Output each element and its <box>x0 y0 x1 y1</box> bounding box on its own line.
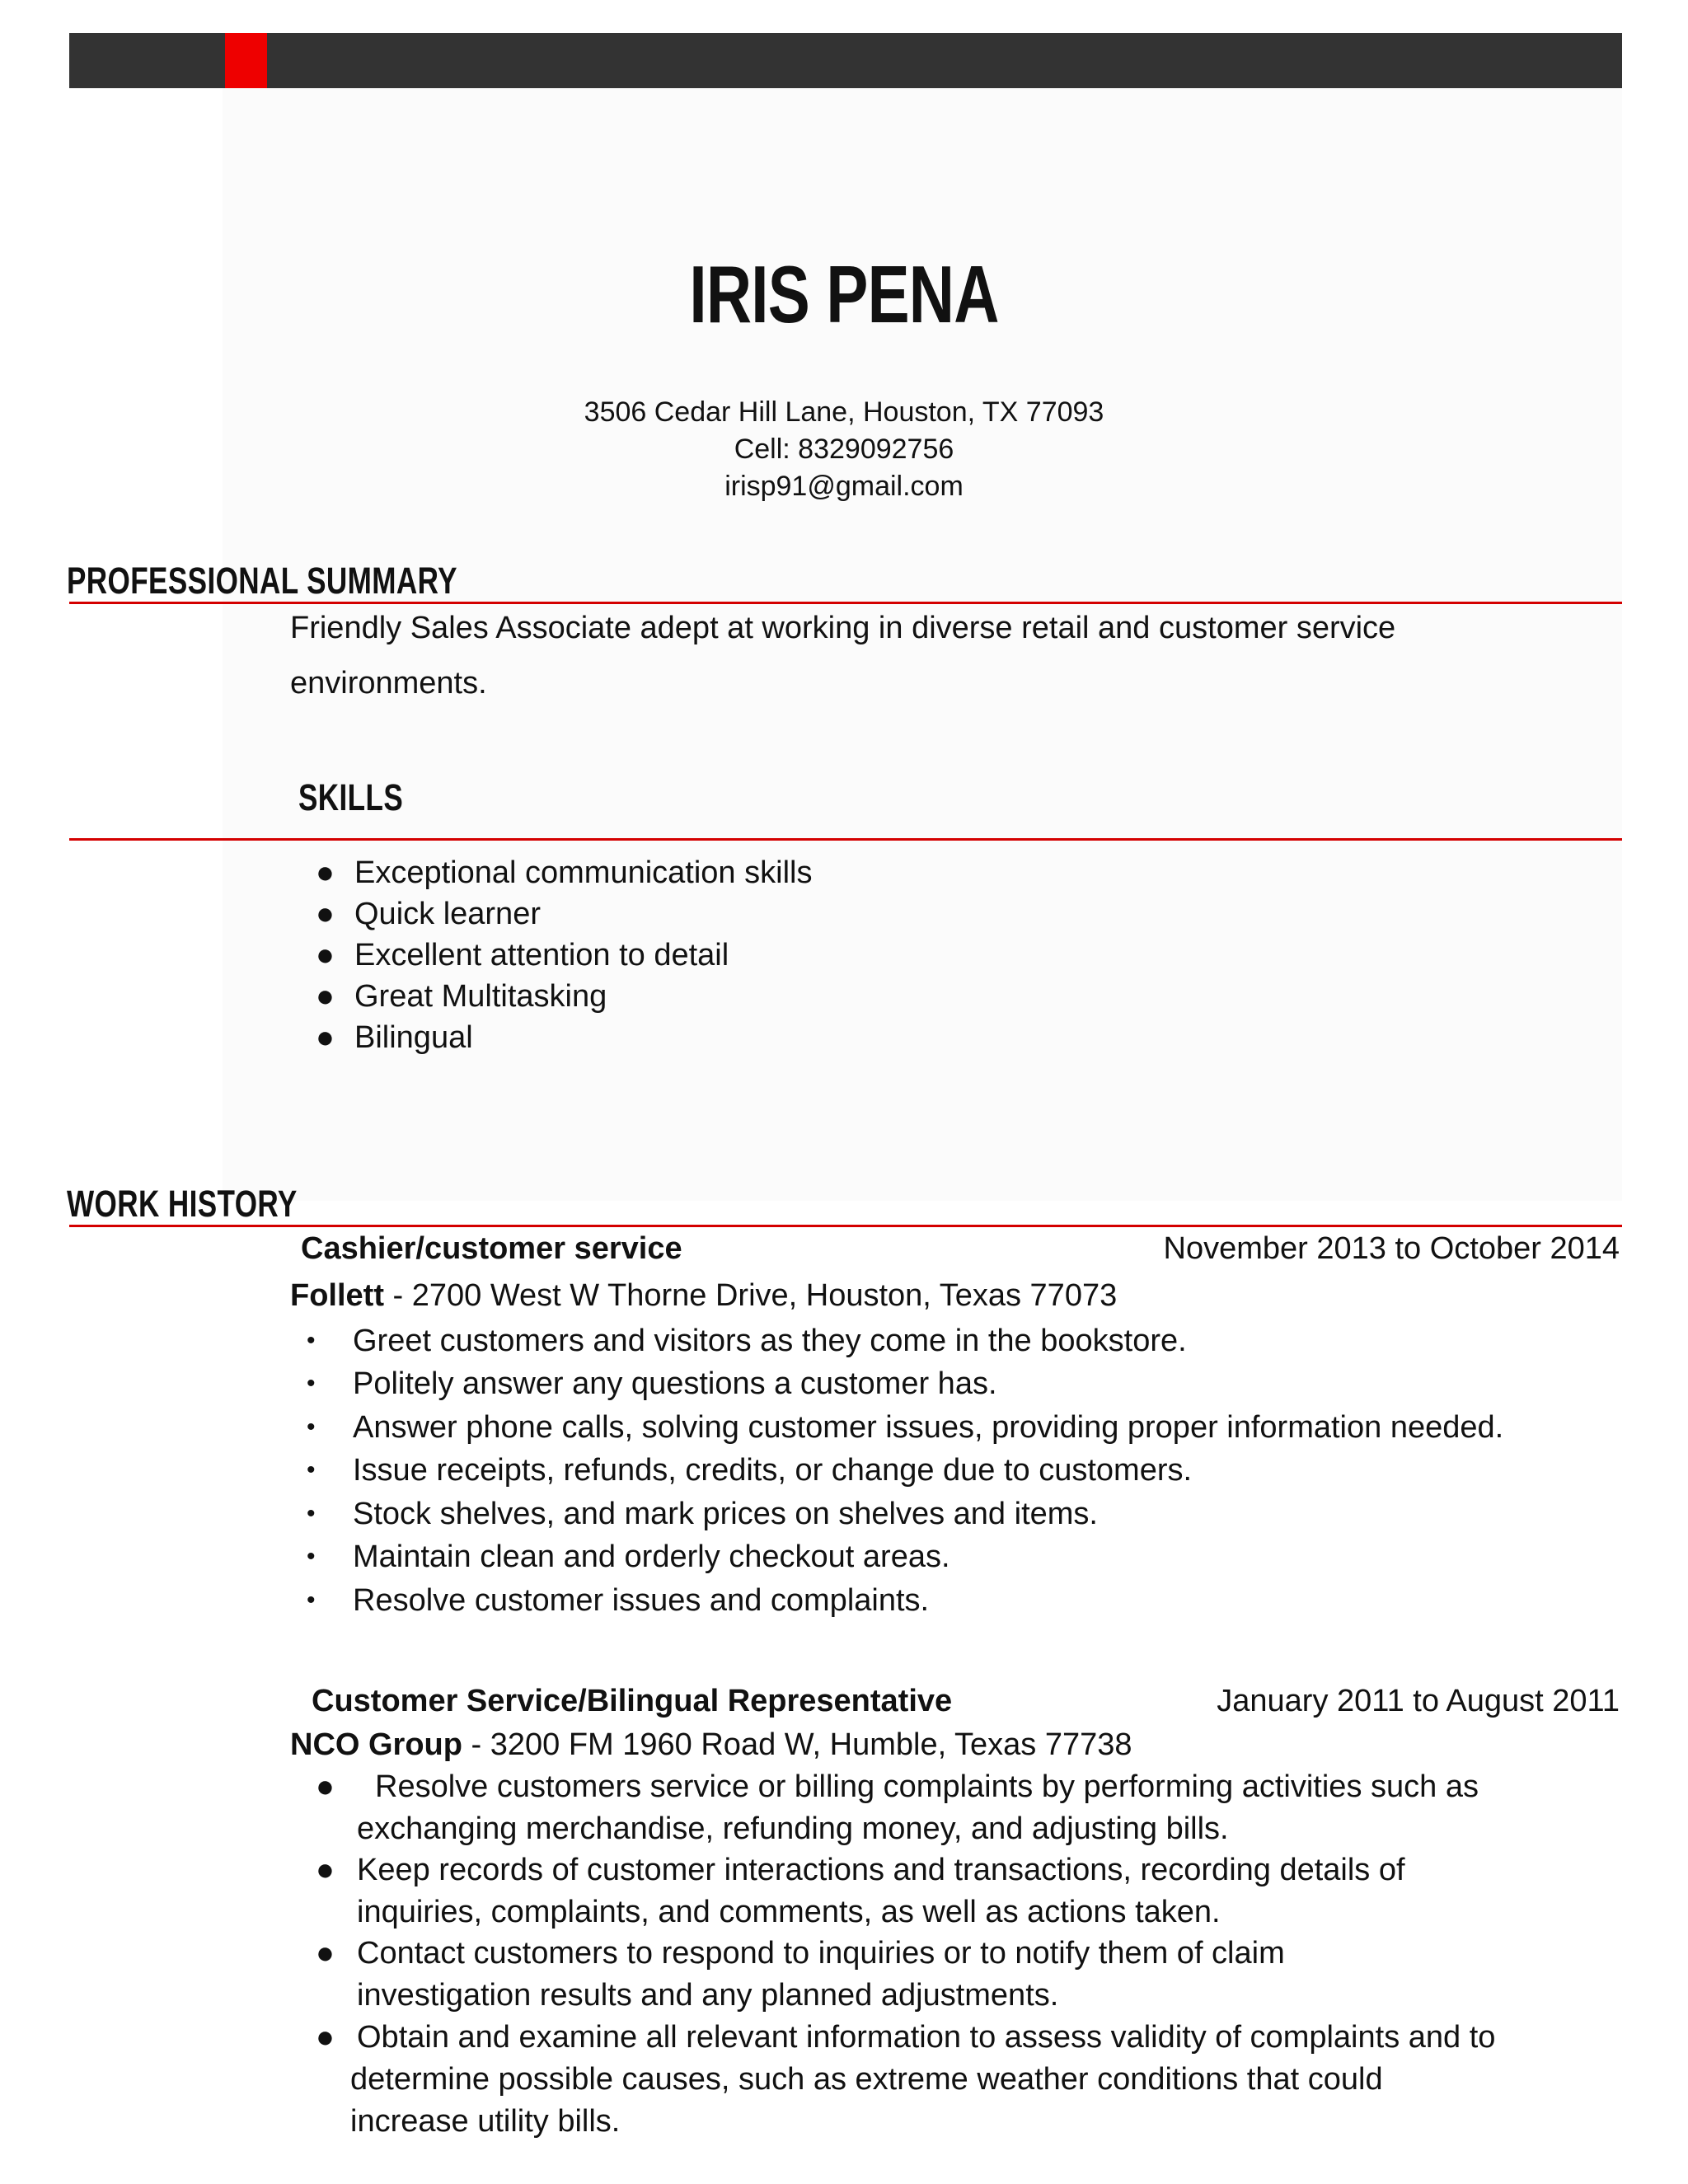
skills-rule <box>69 838 1622 841</box>
contact-address: 3506 Cedar Hill Lane, Houston, TX 77093 <box>584 396 1104 428</box>
skill-item: Great Multitasking <box>354 979 607 1014</box>
resume-name: IRIS PENA <box>689 249 999 340</box>
bullet-icon: ● <box>316 979 335 1014</box>
duty-item-line: investigation results and any planned adjustments. <box>357 1978 1059 2013</box>
bullet-icon: • <box>307 1586 316 1614</box>
duty-item: Stock shelves, and mark prices on shelves and items. <box>353 1497 1098 1531</box>
duty-item: Resolve customer issues and complaints. <box>353 1583 930 1618</box>
job-employer <box>290 1277 1117 1315</box>
duty-item-line: increase utility bills. <box>350 2104 621 2139</box>
bullet-icon: ● <box>316 1853 335 1887</box>
job-dates: January 2011 to August 2011 <box>1217 1684 1620 1718</box>
company-location: - 2700 West W Thorne Drive, Houston, Texas 77073 <box>383 1278 1118 1313</box>
skill-item: Bilingual <box>354 1020 473 1055</box>
duty-item-line: inquiries, complaints, and comments, as well as actions taken. <box>357 1895 1221 1929</box>
bullet-icon: ● <box>316 855 335 890</box>
summary-line-1: Friendly Sales Associate adept at working in diverse retail and customer service <box>290 611 1396 645</box>
duty-item: Answer phone calls, solving customer issues, providing proper information needed. <box>353 1410 1504 1445</box>
duty-item-line: Keep records of customer interactions and transactions, recording details of <box>357 1853 1405 1887</box>
summary-heading: PROFESSIONAL SUMMARY <box>67 560 457 602</box>
duty-item-line: Resolve customers service or billing complaints by performing activities such as <box>375 1769 1479 1804</box>
job-dates: November 2013 to October 2014 <box>1163 1231 1620 1266</box>
company-name: NCO Group <box>290 1727 462 1762</box>
bullet-icon: ● <box>316 1936 335 1971</box>
bullet-icon: ● <box>316 2020 335 2055</box>
company-location: - 3200 FM 1960 Road W, Humble, Texas 77738 <box>462 1727 1132 1762</box>
bullet-icon: • <box>307 1370 316 1397</box>
contact-email: irisp91@gmail.com <box>724 471 964 502</box>
job-title: Cashier/customer service <box>301 1231 682 1266</box>
bullet-icon: • <box>307 1500 316 1527</box>
header-accent-block <box>225 33 267 88</box>
duty-item-line: determine possible causes, such as extreme weather conditions that could <box>350 2062 1383 2097</box>
duty-item: Greet customers and visitors as they come in the bookstore. <box>353 1324 1187 1358</box>
bullet-icon: • <box>307 1543 316 1570</box>
skills-heading: SKILLS <box>298 776 404 818</box>
summary-line-2: environments. <box>290 666 487 701</box>
summary-rule <box>69 602 1622 604</box>
duty-item: Issue receipts, refunds, credits, or change due to customers. <box>353 1453 1193 1488</box>
header-bar <box>69 33 1622 88</box>
bullet-icon: • <box>307 1456 316 1483</box>
skill-item: Quick learner <box>354 897 541 931</box>
work-heading: WORK HISTORY <box>67 1183 298 1225</box>
bullet-icon: ● <box>316 1020 335 1055</box>
contact-cell: Cell: 8329092756 <box>734 434 954 465</box>
bullet-icon: ● <box>316 897 335 931</box>
company-name: Follett <box>290 1278 384 1313</box>
job-employer <box>290 1726 1132 1764</box>
duty-item-line: exchanging merchandise, refunding money, and adjusting bills. <box>357 1811 1229 1846</box>
duty-item-line: Obtain and examine all relevant information to assess validity of complaints and to <box>357 2020 1496 2055</box>
bullet-icon: ● <box>316 938 335 972</box>
skill-item: Exceptional communication skills <box>354 855 813 890</box>
bullet-icon: ● <box>316 1769 335 1804</box>
duty-item: Politely answer any questions a customer has. <box>353 1366 997 1401</box>
duty-item: Maintain clean and orderly checkout areas. <box>353 1540 950 1574</box>
skill-item: Excellent attention to detail <box>354 938 729 972</box>
duty-item-line: Contact customers to respond to inquiries or to notify them of claim <box>357 1936 1285 1971</box>
work-rule <box>69 1225 1622 1227</box>
bullet-icon: • <box>307 1413 316 1441</box>
job-title: Customer Service/Bilingual Representative <box>312 1684 953 1718</box>
bullet-icon: • <box>307 1327 316 1354</box>
